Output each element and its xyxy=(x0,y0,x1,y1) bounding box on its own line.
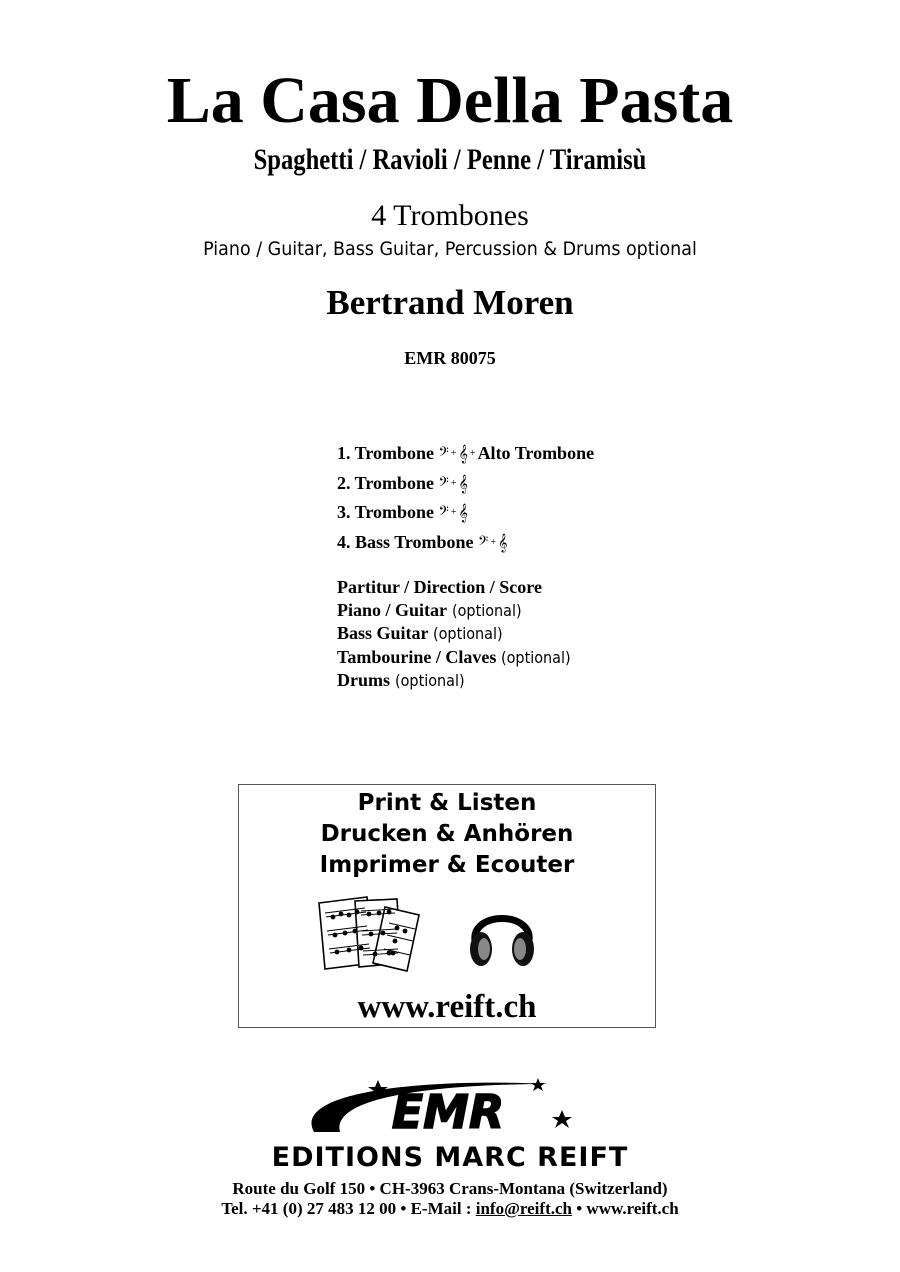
bass-clef-icon: 𝄢 xyxy=(438,503,449,522)
treble-clef-icon: 𝄞 xyxy=(458,444,468,463)
email-link[interactable]: info@reift.ch xyxy=(475,1199,572,1218)
treble-clef-icon: 𝄞 xyxy=(458,503,468,522)
print-listen-box xyxy=(238,784,656,1028)
headphones-icon xyxy=(467,897,537,971)
instrumentation: 4 Trombones xyxy=(371,199,529,232)
bass-clef-icon: 𝄢 xyxy=(438,444,449,463)
part-row: 3. Trombone 𝄢 + 𝄞 xyxy=(337,502,468,522)
bass-clef-icon: 𝄢 xyxy=(438,473,449,493)
part-label: 3. Trombone xyxy=(337,502,435,522)
list-item: Piano / Guitar (optional) xyxy=(337,599,522,620)
promo-line-fr: Imprimer & Ecouter xyxy=(319,852,575,878)
parts-list xyxy=(337,440,594,558)
promo-line-en: Print & Listen xyxy=(357,790,537,816)
publisher-contact: Tel. +41 (0) 27 483 12 00 • E-Mail : info@reift.ch • www.reift.ch xyxy=(221,1199,679,1218)
part-label: 4. Bass Trombone xyxy=(337,531,474,552)
catalog-number: EMR 80075 xyxy=(404,348,496,368)
bass-clef-icon: 𝄢 xyxy=(478,532,489,552)
part-row: 1. Trombone 𝄢 + 𝄞 + Alto Trombone xyxy=(337,443,595,463)
part-label: 1. Trombone xyxy=(337,443,435,463)
logo-text: EMR xyxy=(391,1085,505,1139)
part-suffix: Alto Trombone xyxy=(477,443,595,463)
page-title: La Casa Della Pasta xyxy=(166,64,734,137)
sheet-music-icon xyxy=(315,893,425,973)
treble-clef-icon: 𝄞 xyxy=(458,473,468,493)
subtitle: Spaghetti / Ravioli / Penne / Tiramisù xyxy=(253,143,647,176)
promo-line-de: Drucken & Anhören xyxy=(320,821,574,847)
part-label: 2. Trombone xyxy=(337,472,435,493)
list-item: Drums (optional) xyxy=(337,670,465,691)
list-item: Tambourine / Claves (optional) xyxy=(337,646,571,667)
list-item: Bass Guitar (optional) xyxy=(337,623,503,644)
website-url[interactable]: www.reift.ch xyxy=(357,989,537,1025)
optional-instruments: Piano / Guitar, Bass Guitar, Percussion & Drums optional xyxy=(203,238,697,260)
composer-name: Bertrand Moren xyxy=(326,283,574,322)
part-row: 2. Trombone 𝄢 + 𝄞 xyxy=(337,472,468,493)
emr-logo xyxy=(300,1074,600,1146)
part-row: 4. Bass Trombone 𝄢 + 𝄞 xyxy=(337,531,508,552)
list-item: Partitur / Direction / Score xyxy=(337,577,542,597)
publisher-name: EDITIONS MARC REIFT xyxy=(271,1142,629,1173)
treble-clef-icon: 𝄞 xyxy=(497,532,508,552)
publisher-address: Route du Golf 150 • CH-3963 Crans-Montana (Switzerland) xyxy=(232,1179,668,1198)
extras-list xyxy=(337,576,578,693)
